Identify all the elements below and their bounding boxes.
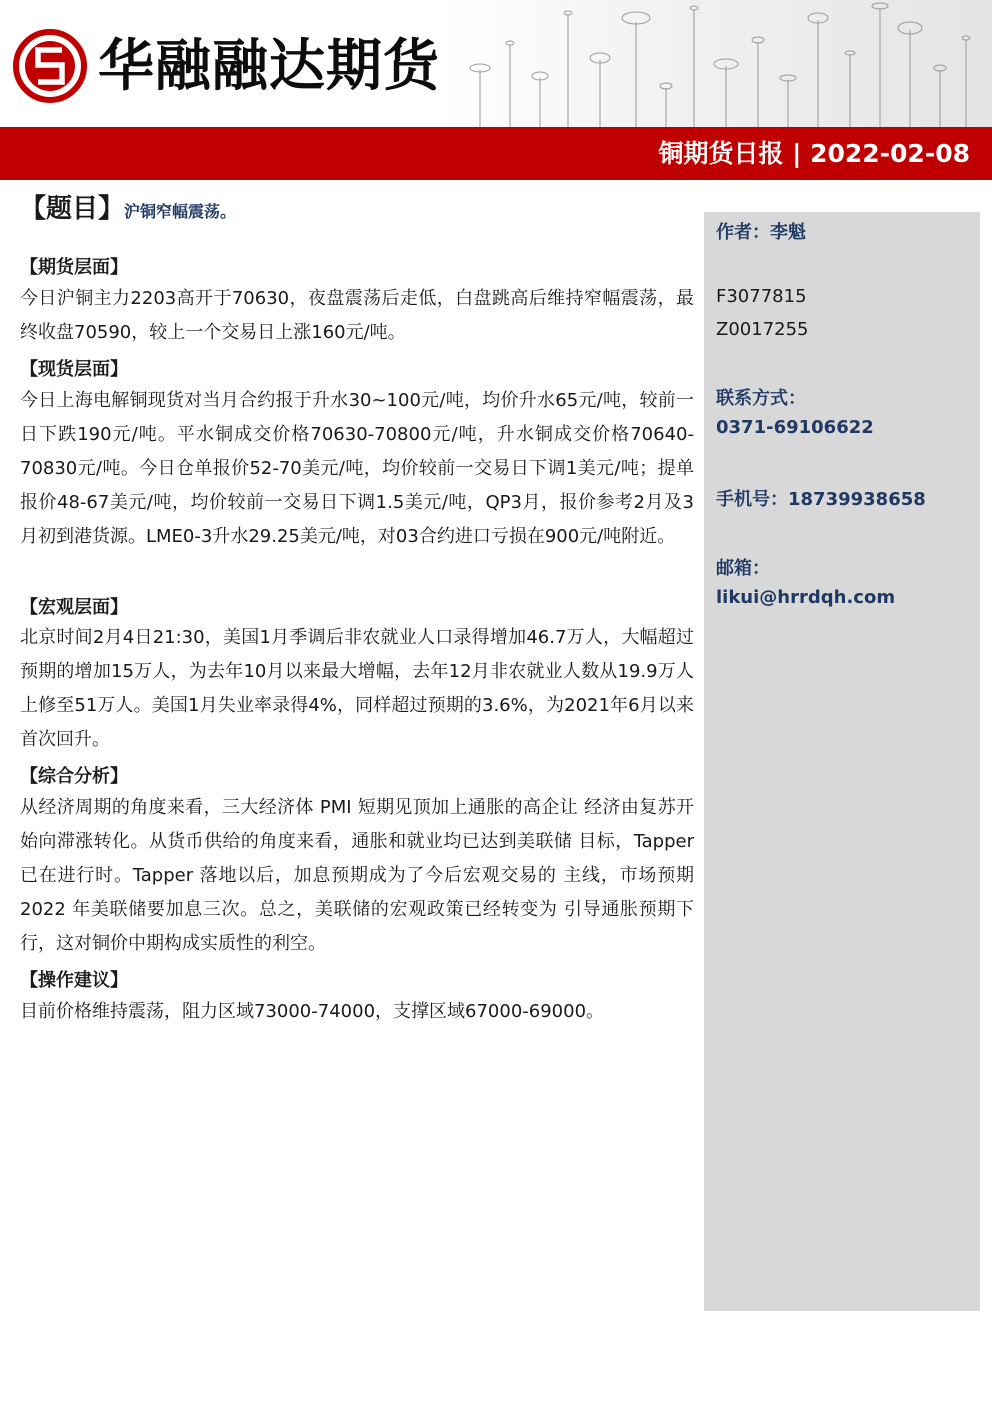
section-body-futures: 今日沪铜主力2203高开于70630，夜盘震荡后走低，白盘跳高后维持窄幅震荡，最终收盘70590，较上一个交易日上涨160元/吨。 <box>20 288 694 343</box>
contact-label: 联系方式： <box>716 388 806 409</box>
page-header <box>0 0 992 182</box>
certificate-number-2: Z0017255 <box>716 319 809 340</box>
header-decoration <box>440 0 992 128</box>
section-heading-futures: 【期货层面】 <box>20 257 128 278</box>
section-body-advice: 目前价格维持震荡，阻力区域73000-74000，支撑区域67000-69000。 <box>20 1001 605 1022</box>
company-name: 华融融达期货 <box>98 33 440 99</box>
report-title-bar <box>0 127 992 180</box>
mobile-number: 手机号：18739938658 <box>716 489 926 510</box>
topic-tag: 【题目】 <box>20 194 125 224</box>
report-title: 铜期货日报 | 2022-02-08 <box>658 139 970 168</box>
section-heading-spot: 【现货层面】 <box>20 359 128 380</box>
company-logo-icon <box>12 28 88 104</box>
section-heading-analysis: 【综合分析】 <box>20 766 128 787</box>
email-label: 邮箱： <box>716 558 770 579</box>
section-body-analysis: 从经济周期的角度来看，三大经济体 PMI 短期见顶加上通胀的高企让 经济由复苏开始向滞涨转化。从货币供给的角度来看，通胀和就业均已达到美联储 目标，Tapper 已在进行时。Tapper 落地以后，加息预期成为了今后宏观交易的 主线，市场预期 2022 年美联储要加息三次。总之，美联储的宏观政策已经转变为 引导通胀预期下行，这对铜价中期构成实质性的利空。 <box>20 797 694 954</box>
section-heading-macro: 【宏观层面】 <box>20 597 128 618</box>
certificate-number-1: F3077815 <box>716 286 807 307</box>
email-address[interactable]: likui@hrrdqh.com <box>716 587 896 608</box>
author-sidebar <box>704 212 980 1311</box>
contact-phone: 0371-69106622 <box>716 417 874 438</box>
topic-text: 沪铜窄幅震荡。 <box>124 202 237 221</box>
section-body-spot: 今日上海电解铜现货对当月合约报于升水30~100元/吨，均价升水65元/吨，较前一日下跌190元/吨。平水铜成交价格70630-70800元/吨，升水铜成交价格70640-70830元/吨。今日仓单报价52-70美元/吨，均价较前一交易日下调1美元/吨；提单报价48-67美元/吨，均价较前一交易日下调1.5美元/吨，QP3月，报价参考2月及3月初到港货源。LME0-3升水29.25美元/吨，对03合约进口亏损在900元/吨附近。 <box>20 390 694 547</box>
report-topic <box>20 188 236 225</box>
section-body-macro: 北京时间2月4日21:30，美国1月季调后非农就业人口录得增加46.7万人，大幅超过预期的增加15万人，为去年10月以来最大增幅，去年12月非农就业人数从19.9万人上修至51万人。美国1月失业率录得4%，同样超过预期的3.6%，为2021年6月以来首次回升。 <box>20 627 694 750</box>
section-heading-advice: 【操作建议】 <box>20 970 128 991</box>
author-name: 作者：李魁 <box>716 222 806 243</box>
